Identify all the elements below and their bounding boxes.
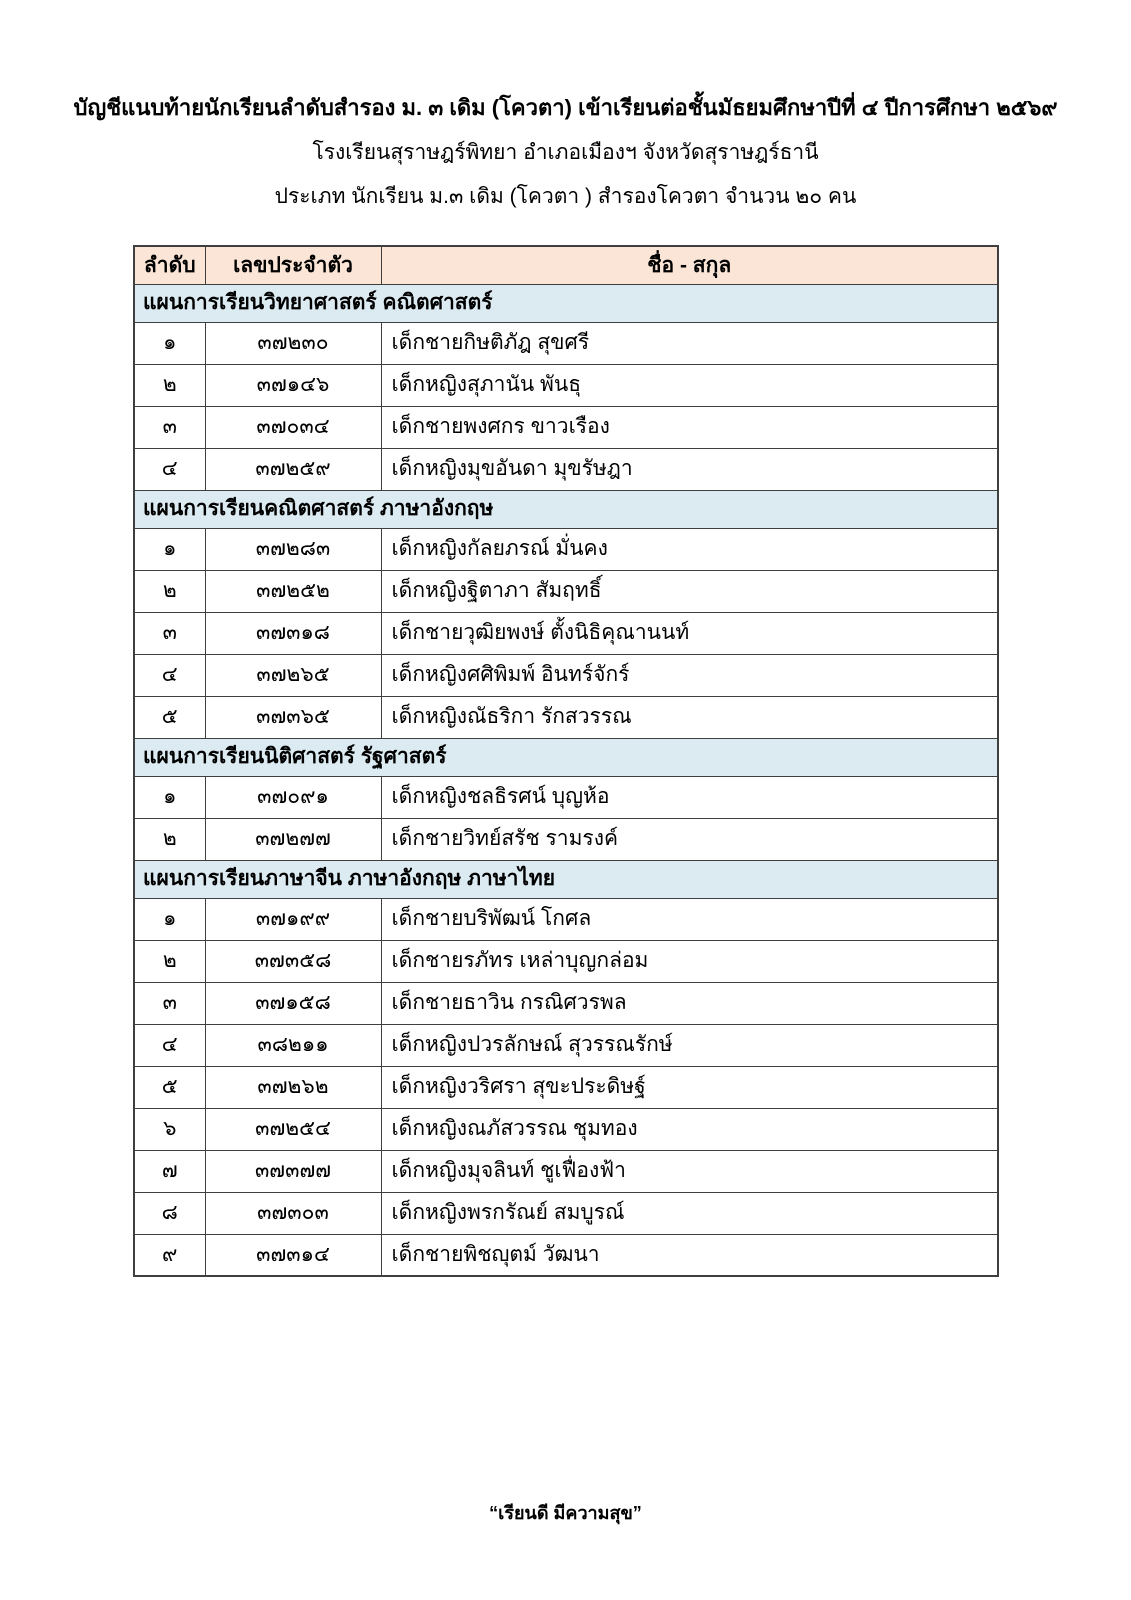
footer-motto: “เรียนดี มีความสุข” — [489, 1503, 642, 1523]
table-row — [134, 982, 998, 1024]
section-header-row — [134, 284, 998, 322]
section-header-label: แผนการเรียนคณิตศาสตร์ ภาษาอังกฤษ — [134, 490, 998, 528]
row-order-cell: ๒ — [134, 818, 205, 860]
student-id-cell: ๓๗๐๓๔ — [205, 406, 381, 448]
student-name-cell: เด็กหญิงวริศรา สุขะประดิษฐ์ — [381, 1066, 998, 1108]
student-name-cell: เด็กชายธาวิน กรณิศวรพล — [381, 982, 998, 1024]
student-name-cell: เด็กหญิงสุภานัน พันธุ — [381, 364, 998, 406]
student-name-cell: เด็กชายรภัทร เหล่าบุญกล่อม — [381, 940, 998, 982]
row-order-cell: ๒ — [134, 940, 205, 982]
student-name-cell: เด็กชายกิษติภัฎ สุขศรี — [381, 322, 998, 364]
row-order-cell: ๒ — [134, 364, 205, 406]
student-id-cell: ๓๗๑๔๖ — [205, 364, 381, 406]
student-id-cell: ๓๘๒๑๑ — [205, 1024, 381, 1066]
row-order-cell: ๑ — [134, 898, 205, 940]
student-id-cell: ๓๗๓๐๓ — [205, 1192, 381, 1234]
table-row — [134, 322, 998, 364]
student-name-cell: เด็กหญิงมุขอันดา มุขรัษฎา — [381, 448, 998, 490]
student-name-cell: เด็กชายวิทย์สรัช รามรงค์ — [381, 818, 998, 860]
student-type-line: ประเภท นักเรียน ม.๓ เดิม (โควตา ) สำรองโควตา จำนวน ๒๐ คน — [274, 185, 857, 209]
table-row — [134, 612, 998, 654]
row-order-cell: ๕ — [134, 1066, 205, 1108]
table-header — [134, 246, 998, 284]
row-order-cell: ๔ — [134, 448, 205, 490]
table-row — [134, 898, 998, 940]
student-id-cell: ๓๗๒๗๗ — [205, 818, 381, 860]
student-name-cell: เด็กชายพงศกร ขาวเรือง — [381, 406, 998, 448]
student-name-cell: เด็กชายพิชญุตม์ วัฒนา — [381, 1234, 998, 1276]
student-id-cell: ๓๗๒๕๒ — [205, 570, 381, 612]
row-order-cell: ๑ — [134, 528, 205, 570]
student-id-cell: ๓๗๒๘๓ — [205, 528, 381, 570]
student-id-cell: ๓๗๓๑๔ — [205, 1234, 381, 1276]
row-order-cell: ๒ — [134, 570, 205, 612]
row-order-cell: ๑ — [134, 322, 205, 364]
document-title: บัญชีแนบท้ายนักเรียนลำดับสำรอง ม. ๓ เดิม (โควตา) เข้าเรียนต่อชั้นมัธยมศึกษาปีที่ ๔ ปีการศึกษา ๒๕๖๙ — [73, 95, 1058, 120]
table-body — [134, 284, 998, 1276]
row-order-cell: ๘ — [134, 1192, 205, 1234]
section-header-label: แผนการเรียนนิติศาสตร์ รัฐศาสตร์ — [134, 738, 998, 776]
table-row — [134, 448, 998, 490]
student-name-cell: เด็กหญิงพรกรัณย์ สมบูรณ์ — [381, 1192, 998, 1234]
student-id-cell: ๓๗๒๕๔ — [205, 1108, 381, 1150]
section-header-row — [134, 490, 998, 528]
school-name-line: โรงเรียนสุราษฎร์พิทยา อำเภอเมืองฯ จังหวัดสุราษฎร์ธานี — [312, 140, 819, 164]
student-id-cell: ๓๗๒๓๐ — [205, 322, 381, 364]
table-row — [134, 1066, 998, 1108]
table-row — [134, 940, 998, 982]
table-row — [134, 570, 998, 612]
row-order-cell: ๙ — [134, 1234, 205, 1276]
student-id-cell: ๓๗๒๕๙ — [205, 448, 381, 490]
table-row — [134, 776, 998, 818]
student-roster-table — [133, 245, 999, 1277]
column-header-student-id: เลขประจำตัว — [205, 246, 381, 284]
column-header-order: ลำดับ — [134, 246, 205, 284]
table-row — [134, 654, 998, 696]
table-row — [134, 1150, 998, 1192]
student-name-cell: เด็กหญิงปวรลักษณ์ สุวรรณรักษ์ — [381, 1024, 998, 1066]
student-name-cell: เด็กหญิงกัลยภรณ์ มั่นคง — [381, 528, 998, 570]
table-row — [134, 696, 998, 738]
student-id-cell: ๓๗๓๕๘ — [205, 940, 381, 982]
row-order-cell: ๔ — [134, 654, 205, 696]
section-header-label: แผนการเรียนภาษาจีน ภาษาอังกฤษ ภาษาไทย — [134, 860, 998, 898]
table-row — [134, 1234, 998, 1276]
section-header-label: แผนการเรียนวิทยาศาสตร์ คณิตศาสตร์ — [134, 284, 998, 322]
student-name-cell: เด็กชายวุฒิยพงษ์ ตั้งนิธิคุณานนท์ — [381, 612, 998, 654]
student-id-cell: ๓๗๒๖๒ — [205, 1066, 381, 1108]
table-row — [134, 1024, 998, 1066]
row-order-cell: ๖ — [134, 1108, 205, 1150]
student-id-cell: ๓๗๐๙๑ — [205, 776, 381, 818]
section-header-row — [134, 738, 998, 776]
table-row — [134, 406, 998, 448]
student-id-cell: ๓๗๑๙๙ — [205, 898, 381, 940]
column-header-name-surname: ชื่อ - สกุล — [381, 246, 998, 284]
student-id-cell: ๓๗๑๕๘ — [205, 982, 381, 1024]
student-name-cell: เด็กหญิงฐิตาภา สัมฤทธิ์ — [381, 570, 998, 612]
student-id-cell: ๓๗๓๗๗ — [205, 1150, 381, 1192]
row-order-cell: ๓ — [134, 406, 205, 448]
table-row — [134, 1108, 998, 1150]
table-row — [134, 818, 998, 860]
student-id-cell: ๓๗๒๖๕ — [205, 654, 381, 696]
section-header-row — [134, 860, 998, 898]
row-order-cell: ๓ — [134, 982, 205, 1024]
student-name-cell: เด็กหญิงณัธริกา รักสวรรณ — [381, 696, 998, 738]
student-id-cell: ๓๗๓๖๕ — [205, 696, 381, 738]
table-row — [134, 528, 998, 570]
title-block — [0, 92, 1131, 213]
table-row — [134, 1192, 998, 1234]
table-header-row — [134, 246, 998, 284]
student-name-cell: เด็กหญิงศศิพิมพ์ อินทร์จักร์ — [381, 654, 998, 696]
student-name-cell: เด็กหญิงชลธิรศน์ บุญห้อ — [381, 776, 998, 818]
row-order-cell: ๓ — [134, 612, 205, 654]
row-order-cell: ๑ — [134, 776, 205, 818]
row-order-cell: ๔ — [134, 1024, 205, 1066]
student-name-cell: เด็กหญิงณภัสวรรณ ชุมทอง — [381, 1108, 998, 1150]
student-name-cell: เด็กชายบริพัฒน์ โกศล — [381, 898, 998, 940]
student-id-cell: ๓๗๓๑๘ — [205, 612, 381, 654]
row-order-cell: ๕ — [134, 696, 205, 738]
row-order-cell: ๗ — [134, 1150, 205, 1192]
table-row — [134, 364, 998, 406]
student-name-cell: เด็กหญิงมุจลินท์ ชูเฟื่องฟ้า — [381, 1150, 998, 1192]
